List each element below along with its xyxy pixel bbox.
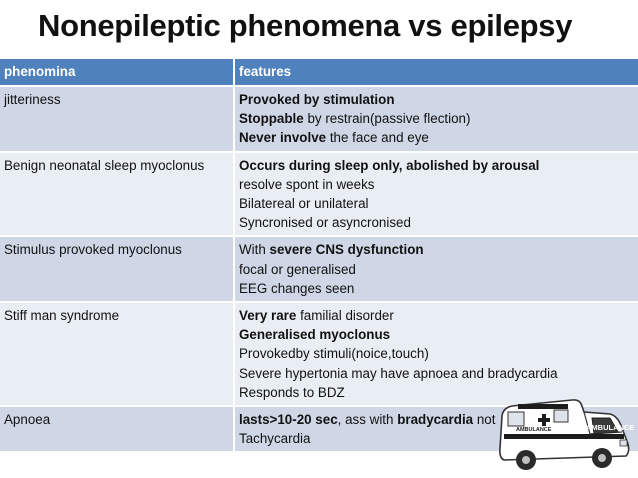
feature-text: Syncronised or asyncronised	[239, 215, 411, 231]
features-cell	[234, 86, 638, 152]
feature-text: Provokedby stimuli(noice,touch)	[239, 346, 429, 362]
feature-text: Responds to BDZ	[239, 384, 345, 400]
ambulance-illustration	[494, 394, 634, 476]
feature-text: Bilatereal or unilateral	[239, 196, 369, 212]
ambulance-roof-stripe	[518, 404, 568, 409]
feature-line	[239, 279, 634, 298]
feature-text-bold: lasts>10-20 sec	[239, 412, 338, 428]
feature-text: resolve spont in weeks	[239, 176, 375, 192]
feature-text-bold: Very rare	[239, 308, 297, 324]
feature-text: focal or generalised	[239, 261, 356, 277]
feature-text-bold: Stoppable	[239, 111, 304, 127]
feature-text: , ass with	[337, 412, 398, 428]
phenomenon-cell: Benign neonatal sleep myoclonus	[0, 152, 234, 237]
feature-text: the face and eye	[326, 130, 429, 146]
column-header-features: features	[234, 59, 638, 86]
feature-line	[239, 175, 634, 194]
feature-line	[239, 128, 634, 147]
feature-text-bold: Provoked by stimulation	[239, 92, 395, 107]
feature-text-bold: Never involve	[239, 130, 327, 146]
table-row	[0, 236, 638, 302]
slide-title: Nonepileptic phenomena vs epilepsy	[38, 8, 573, 43]
feature-line	[239, 240, 634, 259]
feature-line	[239, 194, 634, 213]
column-header-phenomina: phenomina	[0, 59, 234, 86]
feature-text-bold: bradycardia	[397, 412, 474, 428]
feature-text: With	[239, 242, 270, 258]
phenomenon-cell: Apnoea	[0, 406, 234, 452]
feature-text: not	[473, 412, 496, 428]
ambulance-icon	[500, 400, 634, 470]
table-row	[0, 152, 638, 237]
feature-text-bold: severe CNS dysfunction	[269, 242, 424, 258]
table-header-row	[0, 59, 638, 86]
feature-text: Severe hypertonia may have apnoea and bradycardia	[239, 365, 558, 381]
table-row	[0, 86, 638, 152]
feature-text: by restrain(passive flection)	[303, 111, 471, 127]
phenomenon-cell: Stiff man syndrome	[0, 302, 234, 406]
feature-line	[239, 325, 634, 344]
table-row	[0, 302, 638, 406]
feature-text: Tachycardia	[239, 431, 311, 447]
feature-line	[239, 213, 634, 232]
feature-line	[239, 364, 634, 383]
feature-text: EEG changes seen	[239, 280, 355, 296]
phenomenon-cell: Stimulus provoked myoclonus	[0, 236, 234, 302]
features-cell	[234, 302, 638, 406]
ambulance-side-stripe	[504, 434, 624, 439]
feature-line	[239, 344, 634, 363]
feature-text-bold: Generalised myoclonus	[239, 327, 391, 343]
phenomenon-cell: jitteriness	[0, 86, 234, 152]
feature-line	[239, 156, 634, 175]
feature-line	[239, 90, 634, 109]
ambulance-rear-label: AMBULANCE	[516, 427, 552, 433]
feature-text: familial disorder	[296, 308, 394, 324]
features-cell	[234, 152, 638, 237]
feature-line	[239, 109, 634, 128]
feature-line	[239, 260, 634, 279]
features-cell	[234, 236, 638, 302]
feature-line	[239, 306, 634, 325]
feature-text-bold: Occurs during sleep only, abolished by arousal	[239, 157, 540, 173]
ambulance-front-label: AMBULANCE	[586, 423, 634, 432]
